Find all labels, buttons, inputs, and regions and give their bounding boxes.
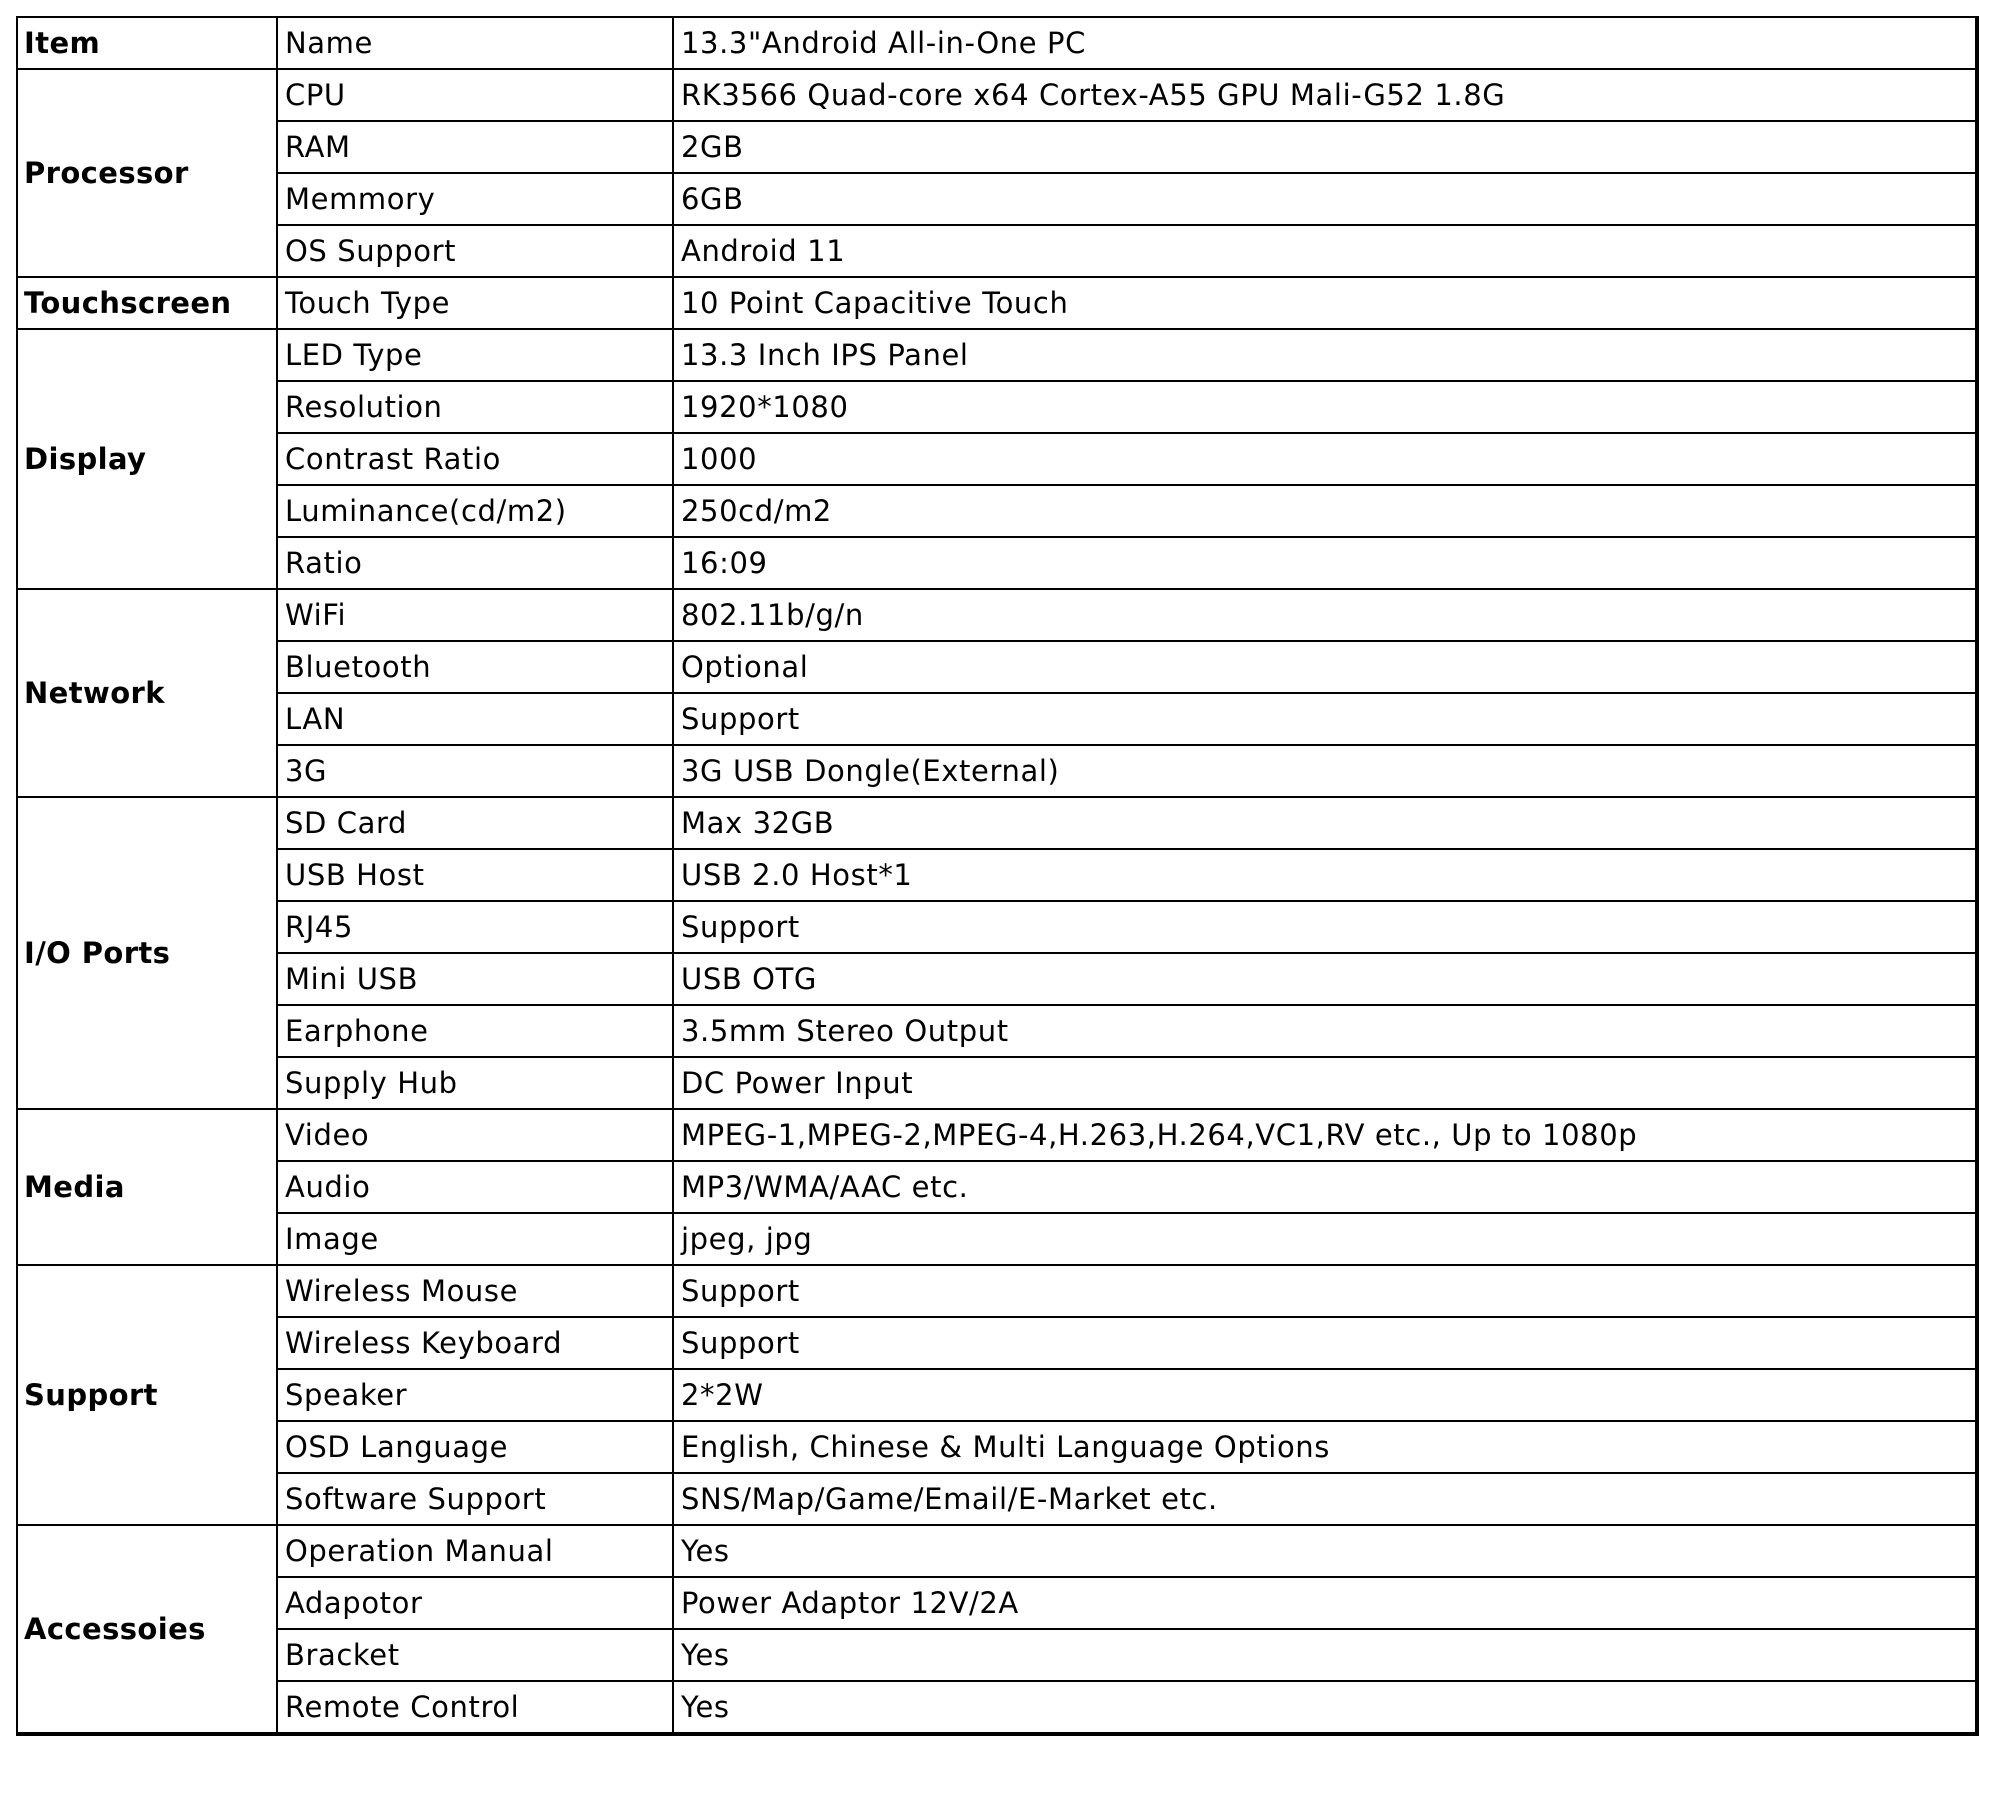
category-cell: Accessoies: [17, 1525, 277, 1734]
spec-label-cell: Remote Control: [277, 1681, 673, 1734]
spec-value-cell: 3G USB Dongle(External): [673, 745, 1977, 797]
spec-label-cell: Mini USB: [277, 953, 673, 1005]
spec-label-cell: Touch Type: [277, 277, 673, 329]
spec-value-cell: USB 2.0 Host*1: [673, 849, 1977, 901]
spec-label-cell: Wireless Mouse: [277, 1265, 673, 1317]
spec-value-cell: SNS/Map/Game/Email/E-Market etc.: [673, 1473, 1977, 1525]
category-cell: I/O Ports: [17, 797, 277, 1109]
spec-label-cell: CPU: [277, 69, 673, 121]
table-row: [17, 693, 1977, 745]
spec-label-cell: Supply Hub: [277, 1057, 673, 1109]
category-cell: Touchscreen: [17, 277, 277, 329]
table-row: [17, 173, 1977, 225]
spec-value-cell: RK3566 Quad-core x64 Cortex-A55 GPU Mali-G52 1.8G: [673, 69, 1977, 121]
spec-value-cell: Max 32GB: [673, 797, 1977, 849]
spec-value-cell: 802.11b/g/n: [673, 589, 1977, 641]
spec-label-cell: RJ45: [277, 901, 673, 953]
table-row: [17, 1265, 1977, 1317]
name-value-cell: 13.3"Android All-in-One PC: [673, 17, 1977, 69]
category-cell: Media: [17, 1109, 277, 1265]
spec-label-cell: Software Support: [277, 1473, 673, 1525]
spec-value-cell: 16:09: [673, 537, 1977, 589]
spec-value-cell: 2GB: [673, 121, 1977, 173]
category-cell: Processor: [17, 69, 277, 277]
spec-value-cell: Android 11: [673, 225, 1977, 277]
table-row: [17, 225, 1977, 277]
spec-value-cell: MPEG-1,MPEG-2,MPEG-4,H.263,H.264,VC1,RV etc., Up to 1080p: [673, 1109, 1977, 1161]
spec-value-cell: Support: [673, 1317, 1977, 1369]
spec-value-cell: 2*2W: [673, 1369, 1977, 1421]
table-row: [17, 1109, 1977, 1161]
table-row: [17, 1681, 1977, 1734]
item-header-cell: Item: [17, 17, 277, 69]
table-row: [17, 1057, 1977, 1109]
table-row: [17, 1369, 1977, 1421]
table-row: [17, 277, 1977, 329]
spec-label-cell: Wireless Keyboard: [277, 1317, 673, 1369]
spec-label-cell: Bracket: [277, 1629, 673, 1681]
spec-label-cell: Bluetooth: [277, 641, 673, 693]
spec-value-cell: English, Chinese & Multi Language Options: [673, 1421, 1977, 1473]
table-row: [17, 1161, 1977, 1213]
spec-value-cell: 3.5mm Stereo Output: [673, 1005, 1977, 1057]
table-row: [17, 745, 1977, 797]
spec-value-cell: 10 Point Capacitive Touch: [673, 277, 1977, 329]
table-row: [17, 1005, 1977, 1057]
spec-label-cell: Audio: [277, 1161, 673, 1213]
table-row: [17, 1577, 1977, 1629]
spec-value-cell: 6GB: [673, 173, 1977, 225]
spec-label-cell: Video: [277, 1109, 673, 1161]
spec-label-cell: Image: [277, 1213, 673, 1265]
spec-value-cell: MP3/WMA/AAC etc.: [673, 1161, 1977, 1213]
spec-value-cell: Optional: [673, 641, 1977, 693]
spec-value-cell: Support: [673, 693, 1977, 745]
spec-value-cell: DC Power Input: [673, 1057, 1977, 1109]
table-row: [17, 1421, 1977, 1473]
spec-label-cell: RAM: [277, 121, 673, 173]
table-row: [17, 1473, 1977, 1525]
name-label-cell: Name: [277, 17, 673, 69]
table-row: [17, 485, 1977, 537]
table-row: [17, 589, 1977, 641]
spec-label-cell: Earphone: [277, 1005, 673, 1057]
spec-value-cell: USB OTG: [673, 953, 1977, 1005]
spec-label-cell: 3G: [277, 745, 673, 797]
category-cell: Support: [17, 1265, 277, 1525]
category-cell: Display: [17, 329, 277, 589]
spec-label-cell: Memmory: [277, 173, 673, 225]
table-row: [17, 1213, 1977, 1265]
table-row: [17, 849, 1977, 901]
table-row: [17, 329, 1977, 381]
spec-label-cell: Resolution: [277, 381, 673, 433]
table-row: [17, 121, 1977, 173]
spec-label-cell: USB Host: [277, 849, 673, 901]
table-row: [17, 901, 1977, 953]
spec-label-cell: Operation Manual: [277, 1525, 673, 1577]
table-row: [17, 953, 1977, 1005]
spec-value-cell: Support: [673, 901, 1977, 953]
table-row: [17, 1629, 1977, 1681]
spec-value-cell: Yes: [673, 1525, 1977, 1577]
table-row: [17, 641, 1977, 693]
spec-value-cell: 1920*1080: [673, 381, 1977, 433]
table-row: [17, 381, 1977, 433]
spec-label-cell: Contrast Ratio: [277, 433, 673, 485]
table-row: [17, 1525, 1977, 1577]
spec-label-cell: Ratio: [277, 537, 673, 589]
table-row: [17, 1317, 1977, 1369]
spec-value-cell: jpeg, jpg: [673, 1213, 1977, 1265]
spec-value-cell: 250cd/m2: [673, 485, 1977, 537]
table-row: [17, 69, 1977, 121]
spec-label-cell: OSD Language: [277, 1421, 673, 1473]
spec-label-cell: Luminance(cd/m2): [277, 485, 673, 537]
spec-value-cell: Yes: [673, 1681, 1977, 1734]
spec-label-cell: SD Card: [277, 797, 673, 849]
table-row: [17, 537, 1977, 589]
spec-label-cell: Speaker: [277, 1369, 673, 1421]
spec-label-cell: LAN: [277, 693, 673, 745]
table-row: [17, 797, 1977, 849]
spec-value-cell: Support: [673, 1265, 1977, 1317]
spec-label-cell: Adapotor: [277, 1577, 673, 1629]
table-row: [17, 433, 1977, 485]
spec-value-cell: 1000: [673, 433, 1977, 485]
spec-value-cell: Yes: [673, 1629, 1977, 1681]
spec-table-body: [17, 17, 1977, 1734]
spec-value-cell: 13.3 Inch IPS Panel: [673, 329, 1977, 381]
spec-value-cell: Power Adaptor 12V/2A: [673, 1577, 1977, 1629]
category-cell: Network: [17, 589, 277, 797]
table-row-header: [17, 17, 1977, 69]
spec-label-cell: WiFi: [277, 589, 673, 641]
spec-label-cell: OS Support: [277, 225, 673, 277]
spec-label-cell: LED Type: [277, 329, 673, 381]
spec-table: [16, 16, 1979, 1736]
